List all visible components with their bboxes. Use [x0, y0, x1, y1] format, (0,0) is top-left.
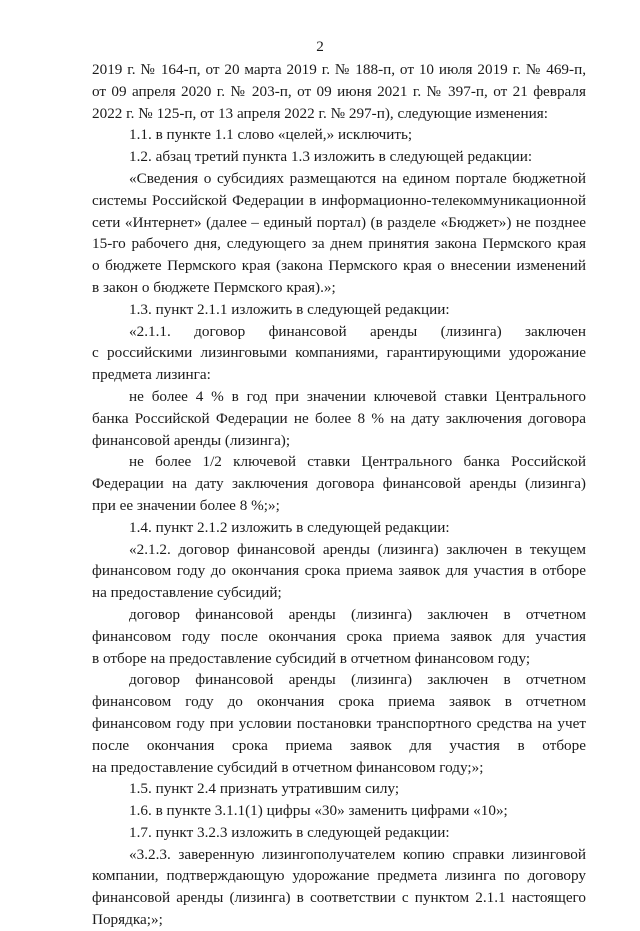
text-line: 2022 г. № 125-п, от 13 апреля 2022 г. № 297-п), следующие изменения:	[92, 104, 548, 122]
text-line: на предоставление субсидий в отчетном финансовом году;»;	[92, 758, 484, 776]
text-line: 2019 г. № 164-п, от 20 марта 2019 г. № 188-п, от 10 июля 2019 г. № 469-п,	[92, 61, 586, 78]
text-line: сети «Интернет» (далее – единый портал) (в разделе «Бюджет») не позднее	[92, 213, 586, 231]
text-line: компании, подтверждающую удорожание предмета лизинга по договору	[92, 867, 586, 885]
text-line: договор финансовой аренды (лизинга) заключен в отчетном	[129, 605, 586, 623]
text-line: «3.2.3. заверенную лизингополучателем копию справки лизинговой	[129, 845, 586, 863]
document-body	[92, 59, 586, 931]
text-line: системы Российской Федерации в информационно-телекоммуникационной	[92, 191, 586, 209]
text-line: Порядка;»;	[92, 911, 163, 929]
text-line: о бюджете Пермского края (закона Пермского края о внесении изменений	[92, 257, 586, 275]
text-line: 1.2. абзац третий пункта 1.3 изложить в следующей редакции:	[129, 148, 533, 166]
text-line: 1.6. в пункте 3.1.1(1) цифры «30» заменить цифрами «10»;	[129, 802, 508, 820]
text-line: финансовом году после окончания срока приема заявок для участия	[92, 627, 586, 645]
text-line: банка Российской Федерации не более 8 % на дату заключения договора	[92, 409, 586, 427]
text-line: Федерации на дату заключения договора финансовой аренды (лизинга)	[92, 475, 586, 493]
text-line: «2.1.1. договор финансовой аренды (лизинга) заключен	[129, 322, 586, 340]
text-line: от 09 апреля 2020 г. № 203-п, от 09 июня 2021 г. № 397-п, от 21 февраля	[92, 82, 586, 100]
text-line: финансовом году при условии постановки транспортного средства на учет	[92, 714, 586, 732]
text-line: 15-го рабочего дня, следующего за днем принятия закона Пермского края	[92, 235, 586, 253]
text-line: после окончания срока приема заявок для участия в отборе	[92, 736, 586, 754]
text-line: с российскими лизинговыми компаниями, гарантирующими удорожание	[92, 344, 586, 362]
text-line: 1.5. пункт 2.4 признать утратившим силу;	[129, 780, 400, 798]
text-line: при ее значении более 8 %;»;	[92, 496, 280, 514]
page-number: 2	[316, 38, 324, 55]
text-line: в отборе на предоставление субсидий в отчетном финансовом году;	[92, 649, 531, 667]
text-line: на предоставление субсидий;	[92, 584, 282, 602]
text-line: финансовом году до окончания срока приема заявок в отчетном	[92, 693, 586, 711]
text-line: 1.7. пункт 3.2.3 изложить в следующей редакции:	[129, 823, 450, 841]
text-line: не более 1/2 ключевой ставки Центрального банка Российской	[129, 453, 586, 471]
text-line: «2.1.2. договор финансовой аренды (лизинга) заключен в текущем	[129, 540, 586, 558]
text-line: финансовой аренды (лизинга);	[92, 431, 291, 449]
text-line: предмета лизинга:	[92, 366, 211, 384]
text-line: финансовой аренды (лизинга) в соответствии с пунктом 2.1.1 настоящего	[92, 889, 586, 907]
text-line: договор финансовой аренды (лизинга) заключен в отчетном	[129, 671, 586, 689]
text-line: не более 4 % в год при значении ключевой ставки Центрального	[129, 387, 586, 405]
text-line: 1.4. пункт 2.1.2 изложить в следующей редакции:	[129, 518, 450, 536]
text-line: в закон о бюджете Пермского края).»;	[92, 278, 336, 296]
text-line: 1.1. в пункте 1.1 слово «целей,» исключить;	[129, 126, 413, 144]
text-line: «Сведения о субсидиях размещаются на едином портале бюджетной	[129, 169, 586, 187]
text-line: 1.3. пункт 2.1.1 изложить в следующей редакции:	[129, 300, 450, 318]
text-line: финансовом году до окончания срока приема заявок для участия в отборе	[92, 562, 586, 580]
